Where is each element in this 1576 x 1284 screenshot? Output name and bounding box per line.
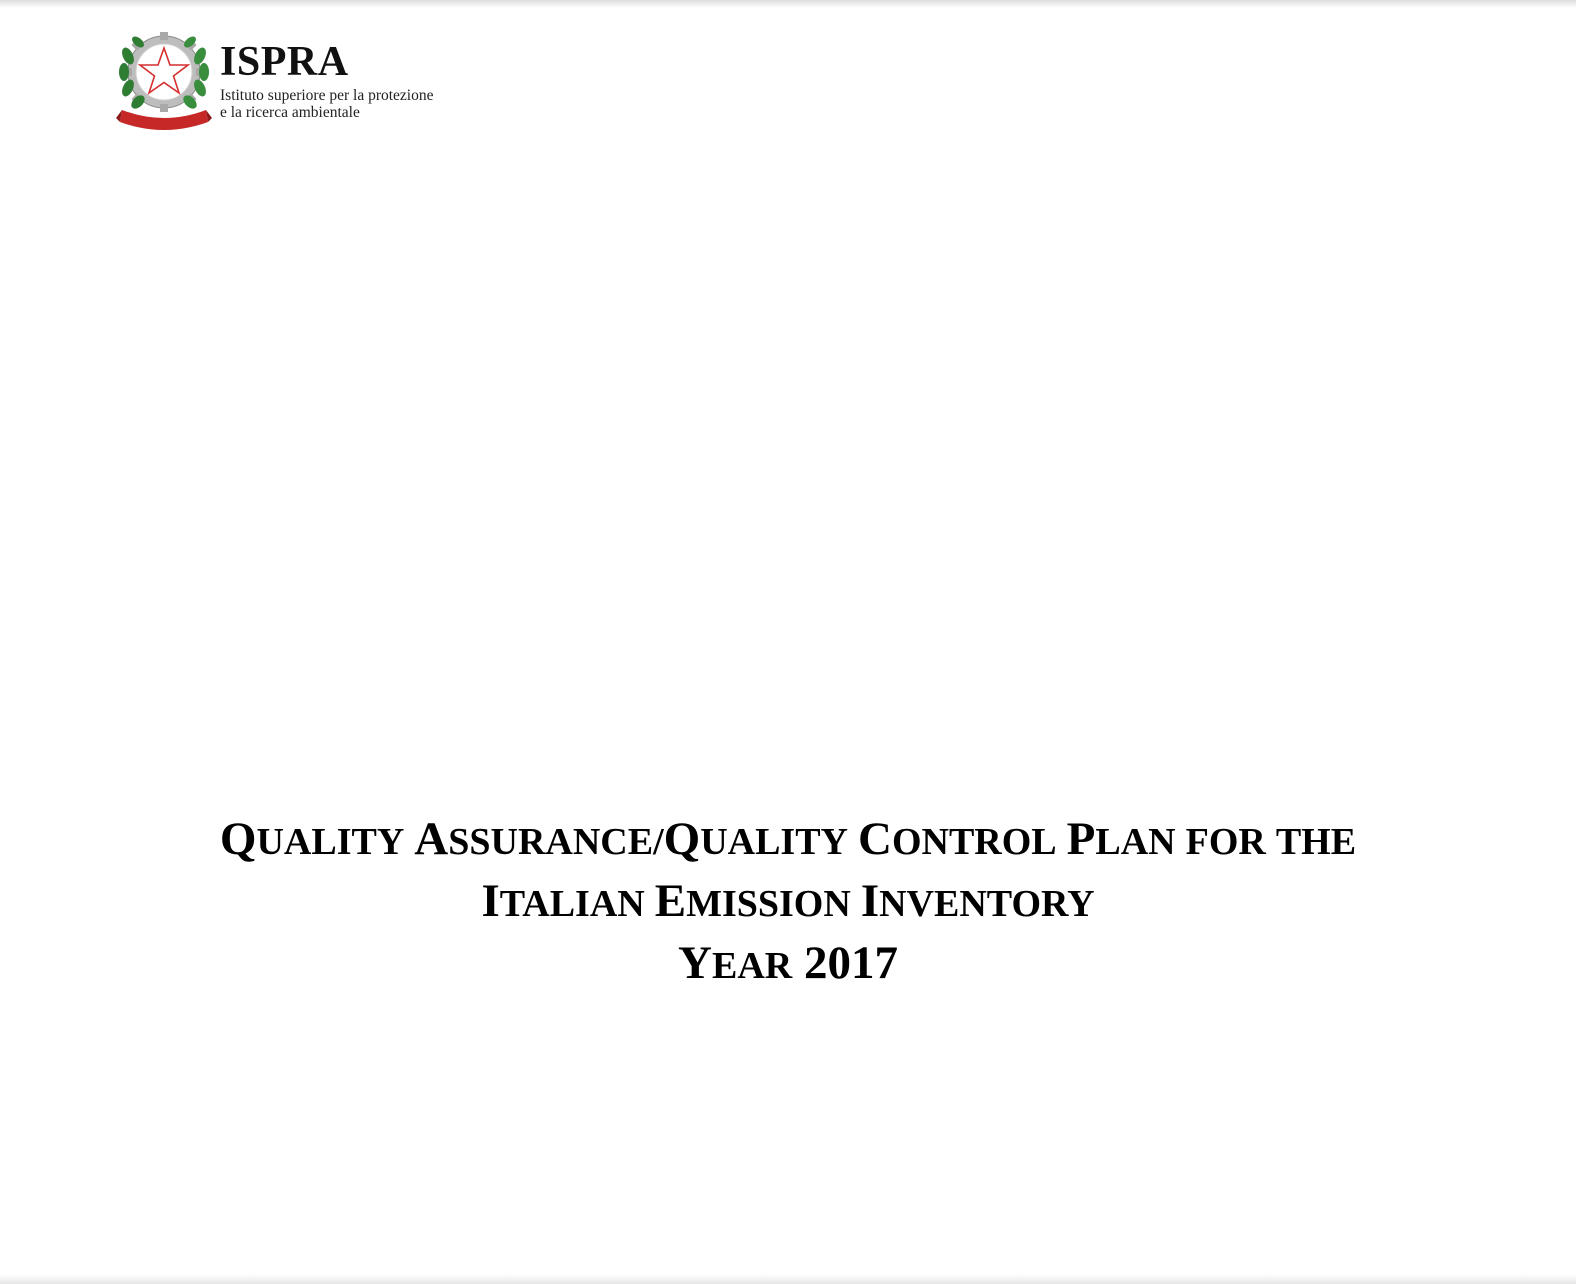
title-line-1: QUALITY ASSURANCE/QUALITY CONTROL PLAN FOR THE	[219, 813, 1357, 865]
italian-republic-emblem-icon	[116, 26, 212, 130]
brand-subtitle-line1: Istituto superiore per la protezione	[220, 87, 434, 104]
brand-block	[220, 40, 460, 121]
page-top-shadow	[0, 0, 1576, 8]
brand-name: ISPRA	[220, 39, 349, 85]
page-bottom-shadow	[0, 1274, 1576, 1284]
title-line-3: YEAR 2017	[678, 937, 898, 989]
document-title	[0, 808, 1576, 994]
title-line-2: ITALIAN EMISSION INVENTORY	[481, 875, 1095, 927]
brand-subtitle-line2: e la ricerca ambientale	[220, 104, 360, 121]
ispra-logo	[112, 26, 452, 132]
